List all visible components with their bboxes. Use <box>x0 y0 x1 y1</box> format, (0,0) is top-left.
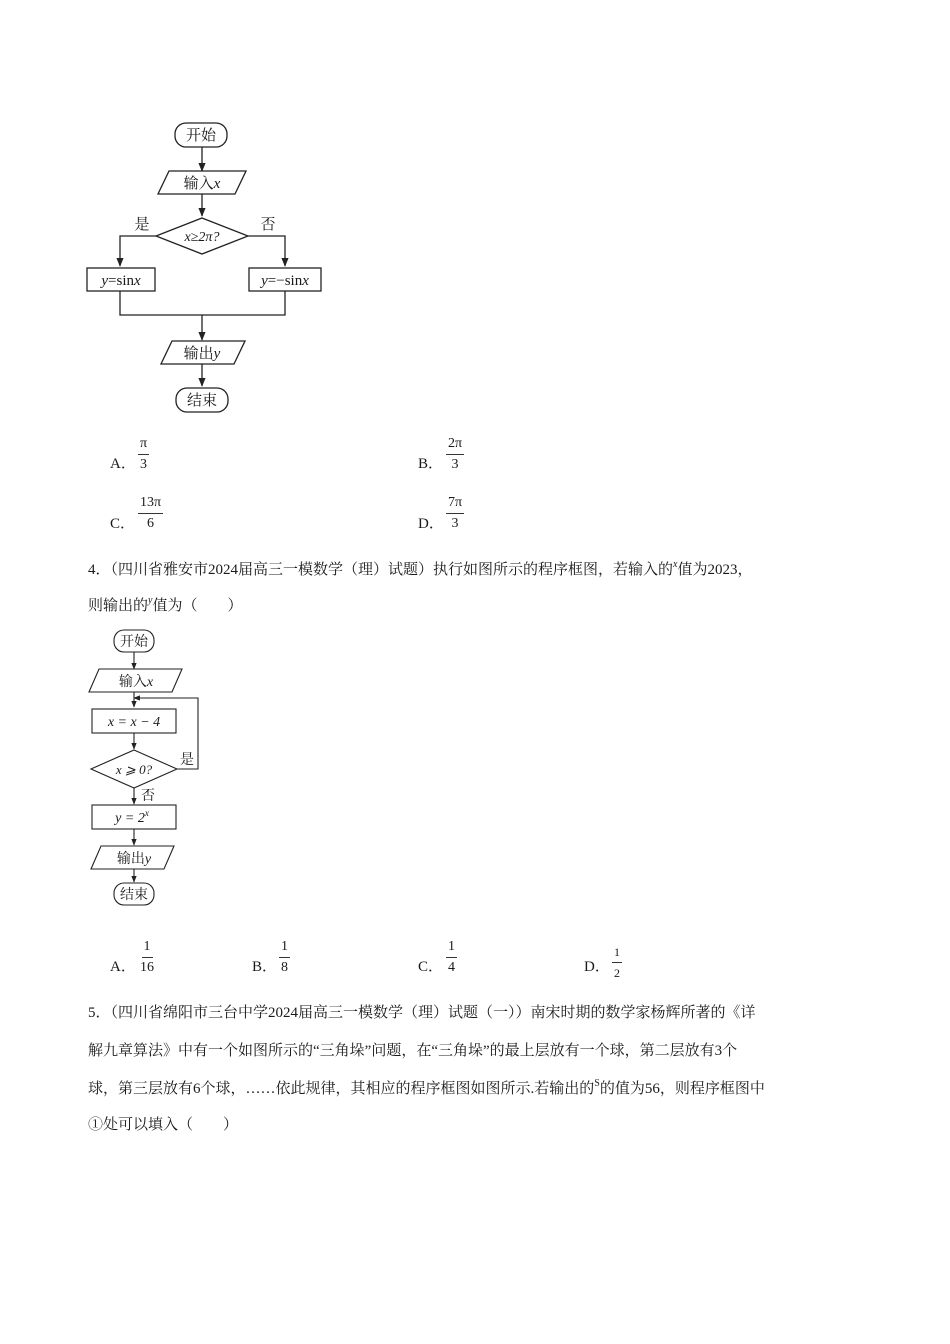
output-label: 输出y <box>183 346 221 362</box>
q3-option-a-label: A． <box>110 456 136 472</box>
q5-question-line3: 球，第三层放有6个球，……依此规律，其相应的程序框图如图所示.若输出的$^S$的值为56，则程序框图中 <box>88 1078 765 1097</box>
end-label-2: 结束 <box>120 888 148 903</box>
assign-label-2: x = x − 4 <box>107 715 161 730</box>
q3-option-d-label: D． <box>418 516 444 532</box>
process-left-label: y=sinx <box>101 273 141 289</box>
yes-label-2: 是 <box>180 753 194 768</box>
output-formula-label-2: $y = 2^x$ <box>115 808 149 826</box>
end-label: 结束 <box>186 393 218 409</box>
start-label-2: 开始 <box>120 635 148 650</box>
condition-label: x≥2π? <box>184 230 220 245</box>
q4-option-b-fraction: $\frac{1}{8}$ <box>281 939 288 975</box>
input-label-2: 输入x <box>118 675 154 690</box>
q5-question-line1: 5．（四川省绵阳市三台中学2024届高三一模数学（理）试题（一））南宋时期的数学家杨辉所著的《详 <box>88 1005 756 1021</box>
q3-option-b-label: B． <box>418 456 444 472</box>
q5-question-line4: ①处可以填入（ ） <box>88 1117 239 1133</box>
q3-option-b-fraction: $\frac{2\pi}{3}$ <box>448 436 463 472</box>
q4-option-c-label: C． <box>418 959 444 975</box>
q4-option-a-label: A． <box>110 959 136 975</box>
q4-option-c-fraction: $\frac{1}{4}$ <box>448 939 455 975</box>
q4-question-line1: 4．（四川省雅安市2024届高三一模数学（理）试题）执行如图所示的程序框图，若输入的$^x$值为2023， <box>88 559 753 578</box>
no-label-2: 否 <box>141 789 155 804</box>
flowchart-1 <box>80 115 340 420</box>
flowchart-2 <box>84 625 209 910</box>
q3-option-a-fraction: $\frac{\pi}{3}$ <box>140 436 148 472</box>
start-label: 开始 <box>185 128 217 144</box>
q4-option-d-fraction: $\frac{1}{2}$ <box>614 945 620 980</box>
q3-option-c-label: C． <box>110 516 136 532</box>
output-label-2: 输出y <box>116 852 152 867</box>
q4-option-d-label: D． <box>584 959 610 975</box>
q3-option-d-fraction: $\frac{7\pi}{3}$ <box>448 495 463 531</box>
q4-option-b-label: B． <box>252 959 278 975</box>
process-right-label: y=−sinx <box>261 273 309 289</box>
q4-question-line2: 则输出的$^y$值为（ ） <box>88 595 243 614</box>
yes-label: 是 <box>134 217 150 233</box>
condition-label-2: x ⩾ 0? <box>115 762 153 777</box>
q5-question-line2: 解九章算法》中有一个如图所示的“三角垛”问题，在“三角垛”的最上层放有一个球，第二层放有3个 <box>88 1043 738 1059</box>
input-label: 输入x <box>183 176 221 192</box>
q4-option-a-fraction: $\frac{1}{16}$ <box>140 939 154 975</box>
no-label: 否 <box>260 217 276 233</box>
q3-option-c-fraction: $\frac{13\pi}{6}$ <box>140 495 162 531</box>
